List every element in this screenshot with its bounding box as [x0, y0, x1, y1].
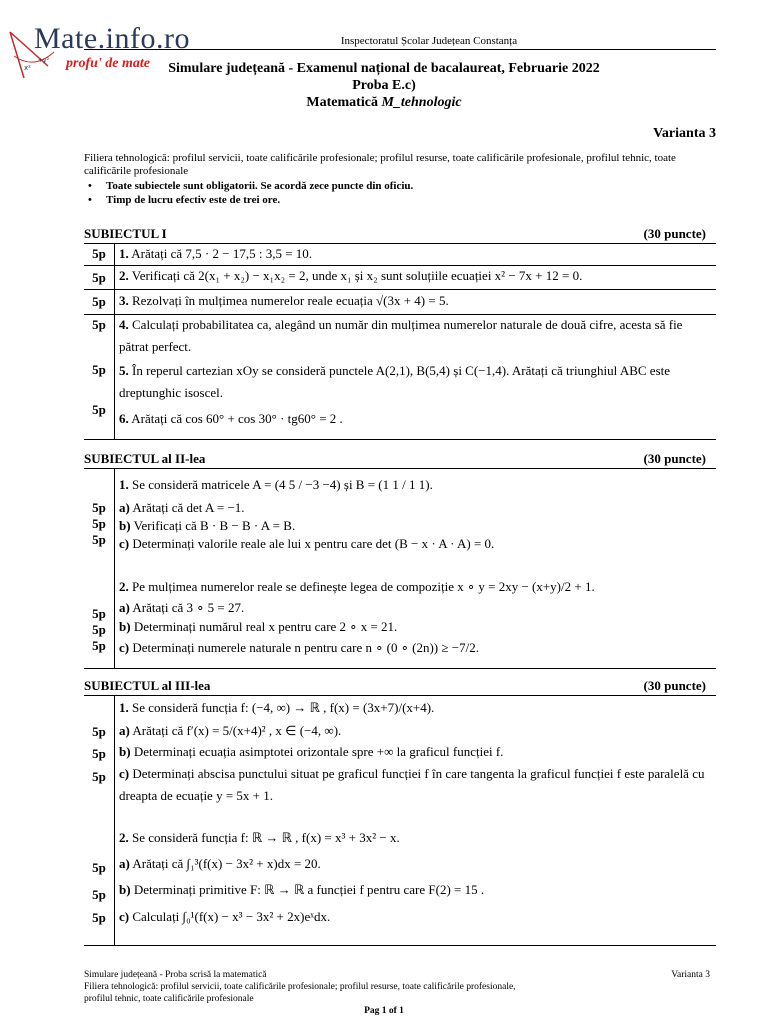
- subproblem-label: c): [119, 909, 130, 924]
- points-label: 5p: [92, 606, 106, 621]
- problem-text: Se consideră matricele A = (4 5 / −3 −4) și B = (1 1 / 1 1).: [132, 477, 433, 492]
- section-title: SUBIECTUL I: [84, 226, 167, 241]
- problem-number: 1.: [119, 477, 129, 492]
- logo-text: Mate.info.ro: [34, 22, 190, 55]
- section-1-header: [84, 226, 716, 244]
- problem-2-1b: [119, 518, 712, 534]
- problem-2-2-statement: [119, 579, 712, 595]
- problem-number: 2.: [119, 268, 129, 283]
- problem-text: Determinați abscisa punctului situat pe graficul funcției f în care tangenta la graficul funcției f este paralelă cu dreapta de ecuație y = 5x + 1.: [119, 766, 705, 803]
- problem-number: 2.: [119, 830, 129, 845]
- exam-title: Simulare județeană - Examenul național de bacalaureat, Februarie 2022: [168, 61, 600, 76]
- subproblem-label: b): [119, 518, 131, 533]
- points-label: 5p: [92, 769, 106, 784]
- problem-text: Determinați valorile reale ale lui x pentru care det (B − x · A · A) = 0.: [132, 536, 495, 551]
- section-points: (30 puncte): [643, 451, 706, 466]
- problem-text: Arătați că det A = −1.: [132, 500, 245, 515]
- points-label: 5p: [92, 516, 106, 531]
- section-title: SUBIECTUL al III-lea: [84, 678, 211, 693]
- problem-text: Arătați că ∫₁³(f(x) − 3x² + x)dx = 20.: [132, 856, 321, 871]
- problem-2-2c: [119, 640, 712, 656]
- section-3-header: [84, 678, 716, 696]
- section-2-body: [84, 469, 716, 669]
- subject-prefix: Matematică: [306, 95, 378, 110]
- problem-text: Determinați ecuația asimptotei orizontale spre +∞ la graficul funcției f.: [133, 744, 504, 759]
- problem-3-1a: [119, 723, 712, 739]
- instruction-list: [84, 179, 716, 207]
- section-points: (30 puncte): [643, 226, 706, 241]
- points-label: 5p: [92, 246, 106, 261]
- problem-text: Arătați că cos 60° + cos 30° · tg60° = 2 .: [131, 411, 343, 426]
- problem-text: Se consideră funcția f: ℝ → ℝ , f(x) = x³ + 3x² − x.: [132, 830, 400, 845]
- problem-3-1-statement: [119, 700, 712, 716]
- points-label: 5p: [92, 910, 106, 925]
- points-label: 5p: [92, 860, 106, 875]
- problem-number: 2.: [119, 579, 129, 594]
- points-label: 5p: [92, 317, 106, 332]
- exam-title-block: [0, 60, 768, 111]
- exam-instructions: [84, 152, 716, 207]
- problem-2-2b: [119, 619, 712, 635]
- points-label: 5p: [92, 362, 106, 377]
- points-label: 5p: [92, 500, 106, 515]
- problem-text: În reperul cartezian xOy se consideră punctele A(2,1), B(5,4) și C(−1,4). Arătați că triunghiul ABC este dreptunghic isoscel.: [119, 363, 671, 400]
- problem-3-2c: [119, 909, 712, 925]
- problem-number: 6.: [119, 411, 129, 426]
- variant-label: Varianta 3: [653, 126, 716, 141]
- problem-text: Rezolvați în mulțimea numerelor reale ecuația √(3x + 4) = 5.: [132, 293, 449, 308]
- problem-text: Se consideră funcția f: (−4, ∞) → ℝ , f(x) = (3x+7)/(x+4).: [132, 700, 435, 715]
- points-label: 5p: [92, 638, 106, 653]
- points-column-divider: [114, 696, 115, 945]
- svg-text:+y²: +y²: [38, 57, 49, 64]
- problem-text: Verificați că 2(x₁ + x₂) − x₁x₂ = 2, unde x₁ și x₂ sunt soluțiile ecuației x² − 7x + 12 = 0.: [131, 268, 583, 283]
- subproblem-label: b): [119, 882, 131, 897]
- problem-2-2a: [119, 600, 712, 616]
- subproblem-label: c): [119, 766, 130, 781]
- page-footer: [84, 969, 716, 1005]
- problem-text: Verificați că B · B − B · A = B.: [133, 518, 296, 533]
- problem-number: 1.: [119, 246, 129, 261]
- problem-number: 3.: [119, 293, 129, 308]
- problem-number: 4.: [119, 317, 129, 332]
- problem-number: 5.: [119, 363, 129, 378]
- problem-text: Pe mulțimea numerelor reale se definește legea de compoziție x ∘ y = 2xy − (x+y)/2 + 1.: [132, 579, 595, 594]
- problem-text: Determinați primitive F: ℝ → ℝ a funcției f pentru care F(2) = 15 .: [133, 882, 485, 897]
- problem-1-6: [119, 411, 712, 427]
- section-1-body: [84, 244, 716, 440]
- row-divider: [84, 265, 716, 266]
- section-title: SUBIECTUL al II-lea: [84, 451, 206, 466]
- problem-text: Determinați numerele naturale n pentru care n ∘ (0 ∘ (2n)) ≥ −7/2.: [132, 640, 479, 655]
- header-divider: [84, 49, 716, 50]
- problem-1-3: [119, 293, 712, 309]
- section-points: (30 puncte): [643, 678, 706, 693]
- points-label: 5p: [92, 402, 106, 417]
- problem-text: Calculați ∫₀¹(f(x) − x³ − 3x² + 2x)eˣdx.: [132, 909, 331, 924]
- problem-3-1b: [119, 744, 712, 760]
- points-label: 5p: [92, 294, 106, 309]
- points-label: 5p: [92, 887, 106, 902]
- exam-subject: [0, 94, 768, 111]
- problem-text: Arătați că 7,5 · 2 − 17,5 : 3,5 = 10.: [131, 246, 313, 261]
- subproblem-label: a): [119, 600, 130, 615]
- exam-proba: Proba E.c): [352, 78, 416, 93]
- footer-variant: Varianta 3: [671, 970, 710, 980]
- problem-3-2a: [119, 856, 712, 872]
- points-label: 5p: [92, 724, 106, 739]
- problem-number: 1.: [119, 700, 129, 715]
- subproblem-label: a): [119, 856, 130, 871]
- subproblem-label: a): [119, 500, 130, 515]
- row-divider: [84, 289, 716, 290]
- problem-text: Arătați că 3 ∘ 5 = 27.: [132, 600, 245, 615]
- problem-3-1c: [119, 763, 712, 807]
- problem-1-1: [119, 246, 712, 262]
- footer-line: Filiera tehnologică: profilul servicii, toate calificările profesionale; profilul resurse, toate calificările profesionale,: [84, 982, 516, 992]
- subproblem-label: a): [119, 723, 130, 738]
- instruction-item: • Toate subiectele sunt obligatorii. Se acordă zece puncte din oficiu.: [84, 179, 716, 193]
- logo-subtitle: profu' de mate: [66, 56, 150, 71]
- points-label: 5p: [92, 270, 106, 285]
- points-label: 5p: [92, 746, 106, 761]
- problem-2-1a: [119, 500, 712, 516]
- problem-1-5: [119, 360, 712, 404]
- subproblem-label: b): [119, 619, 131, 634]
- problem-1-2: [119, 268, 712, 284]
- svg-text:x²: x²: [24, 64, 31, 72]
- instruction-item: • Timp de lucru efectiv este de trei ore.: [84, 193, 716, 207]
- footer-line: Simulare județeană - Proba scrisă la matematică: [84, 970, 267, 980]
- problem-2-1-statement: [119, 477, 712, 493]
- problem-3-2b: [119, 882, 712, 898]
- problem-2-1c: [119, 536, 712, 552]
- subproblem-label: c): [119, 640, 130, 655]
- section-3-body: [84, 696, 716, 946]
- problem-text: Arătați că f′(x) = 5/(x+4)² , x ∈ (−4, ∞).: [132, 723, 342, 738]
- problem-1-4: [119, 314, 712, 358]
- points-column-divider: [114, 469, 115, 668]
- points-label: 5p: [92, 532, 106, 547]
- subproblem-label: c): [119, 536, 130, 551]
- section-2-header: [84, 451, 716, 469]
- inspectorat-header: Inspectoratul Școlar Județean Constanța: [340, 35, 518, 47]
- problem-text: Calculați probabilitatea ca, alegând un număr din mulțimea numerelor naturale de două cifre, acesta să fie pătrat perfect.: [119, 317, 683, 354]
- points-label: 5p: [92, 622, 106, 637]
- footer-line: profilul tehnic, toate calificările profesionale: [84, 994, 254, 1004]
- problem-3-2-statement: [119, 830, 712, 846]
- problem-text: Determinați numărul real x pentru care 2 ∘ x = 21.: [133, 619, 398, 634]
- filiera-text: Filiera tehnologică: profilul servicii, toate calificările profesionale; profilul resurse, toate calificările profesionale, profilul tehnic, toate calificările profesionale: [84, 152, 676, 177]
- subject-profile: M_tehnologic: [381, 95, 462, 110]
- page-number: Pag 1 of 1: [364, 1006, 404, 1016]
- subproblem-label: b): [119, 744, 131, 759]
- points-column-divider: [114, 244, 115, 439]
